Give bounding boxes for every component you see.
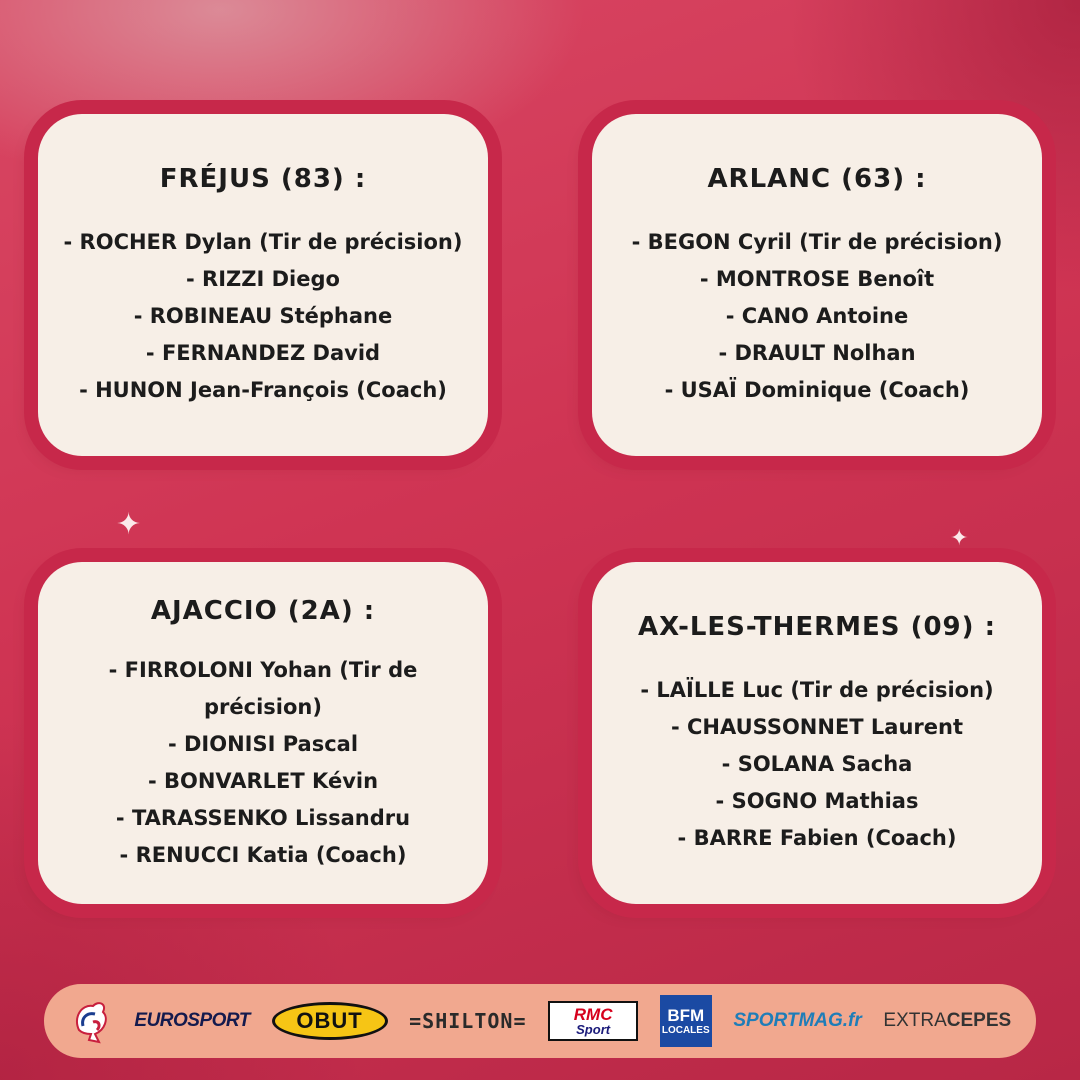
rooster-icon [69, 996, 113, 1046]
player-item: - DRAULT Nolhan [718, 341, 916, 365]
extracepes-cepes: CEPES [946, 1010, 1012, 1031]
player-item: - DIONISI Pascal [167, 732, 359, 756]
player-item: - SOLANA Sacha [721, 752, 913, 776]
player-item: - HUNON Jean-François (Coach) [79, 378, 447, 402]
team-title: ARLANC (63) : [707, 164, 927, 194]
ffpjp-logo [69, 996, 113, 1046]
player-list [38, 652, 488, 874]
player-item: - LAÏLLE Luc (Tir de précision) [640, 678, 994, 702]
team-card-ax-les-thermes [592, 562, 1042, 904]
player-item: - BONVARLET Kévin [147, 769, 379, 793]
player-item: - RIZZI Diego [186, 267, 340, 291]
sponsor-bar [44, 984, 1036, 1058]
player-list [592, 224, 1042, 409]
bfm-locales-text: LOCALES [661, 1024, 710, 1036]
eurosport-logo: EUROSPORT [134, 1010, 250, 1031]
bfm-logo-text: BFM [667, 1005, 705, 1025]
player-item: - CHAUSSONNET Laurent [670, 715, 964, 739]
sportmag-logo: SPORTMAG.fr [733, 1010, 862, 1031]
extracepes-extra: EXTRA [883, 1010, 947, 1031]
team-card-frejus [38, 114, 488, 456]
player-item: - BEGON Cyril (Tir de précision) [631, 230, 1003, 254]
sparkle-icon: ✦ [116, 507, 142, 542]
shilton-logo: =SHILTON= [409, 1009, 527, 1033]
player-item: - MONTROSE Benoît [699, 267, 935, 291]
player-item: - SOGNO Mathias [715, 789, 919, 813]
team-title: AJACCIO (2A) : [150, 596, 376, 626]
rmc-logo-text: RMC [573, 1005, 613, 1024]
player-item: - BARRE Fabien (Coach) [677, 826, 957, 850]
player-item: - ROBINEAU Stéphane [133, 304, 393, 328]
team-card-ajaccio [38, 562, 488, 904]
rmc-sport-logo [548, 1001, 638, 1041]
team-card-arlanc [592, 114, 1042, 456]
player-item: - ROCHER Dylan (Tir de précision) [63, 230, 463, 254]
player-item: - FIRROLONI Yohan (Tir de précision) [108, 658, 418, 719]
player-item: - USAÏ Dominique (Coach) [664, 378, 970, 402]
sparkle-icon: ✦ [950, 526, 969, 551]
player-item: - RENUCCI Katia (Coach) [119, 843, 407, 867]
player-list [38, 224, 488, 409]
extracepes-logo [883, 1010, 1011, 1032]
obut-logo: OBUT [272, 1002, 388, 1040]
player-item: - TARASSENKO Lissandru [115, 806, 411, 830]
team-title: AX-LES-THERMES (09) : [638, 612, 996, 642]
team-title: FRÉJUS (83) : [159, 164, 367, 194]
player-item: - CANO Antoine [725, 304, 909, 328]
player-item: - FERNANDEZ David [145, 341, 381, 365]
bfm-locales-logo [660, 995, 712, 1047]
player-list [592, 672, 1042, 857]
rmc-sport-text: Sport [576, 1022, 611, 1037]
